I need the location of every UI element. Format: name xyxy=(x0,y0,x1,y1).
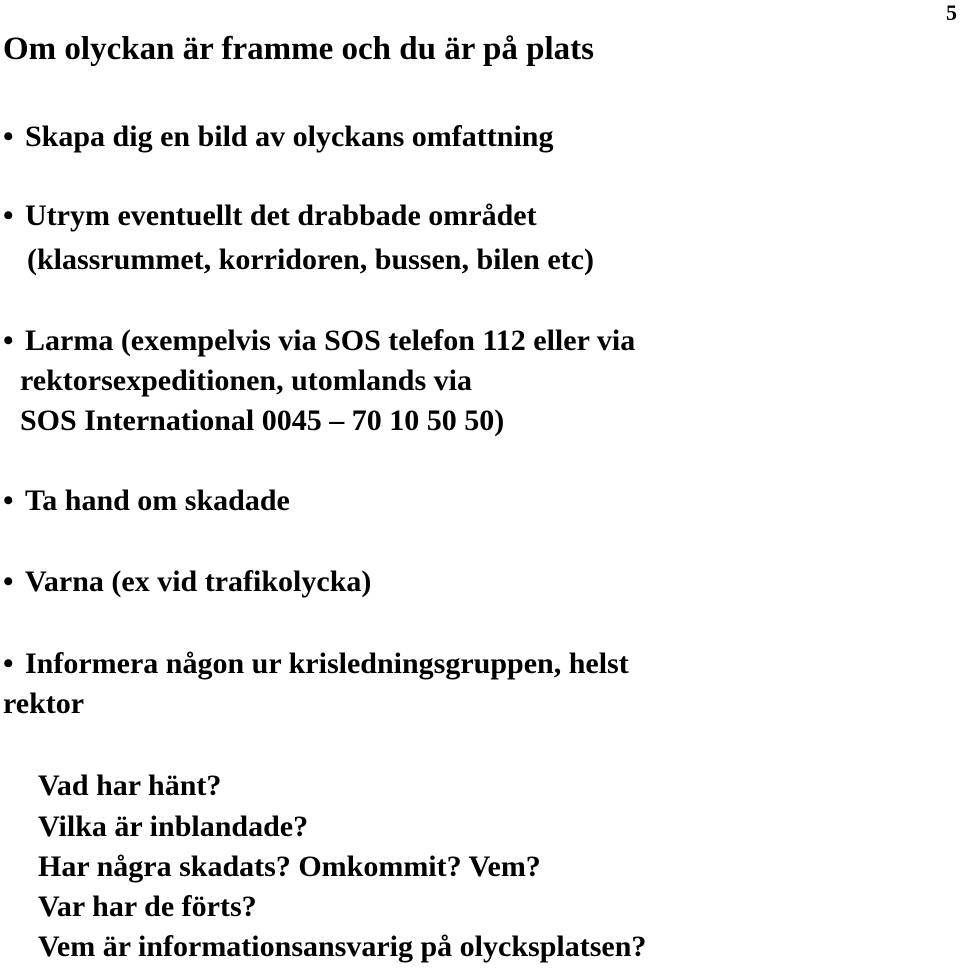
bullet-icon: • xyxy=(3,199,14,232)
question-line: Har några skadats? Omkommit? Vem? xyxy=(38,850,541,883)
bullet-text: Larma (exempelvis via SOS telefon 112 eller via xyxy=(25,324,636,357)
bullet-item xyxy=(3,118,553,156)
question-line: Vilka är inblandade? xyxy=(38,810,309,843)
bullet-icon: • xyxy=(3,647,14,680)
bullet-text: Informera någon ur krisledningsgruppen, helst xyxy=(25,647,629,680)
bullet-text-continuation: rektorsexpeditionen, utomlands via xyxy=(20,364,472,397)
bullet-text: Skapa dig en bild av olyckans omfattning xyxy=(25,120,554,153)
question-line: Vem är informationsansvarig på olycksplatsen? xyxy=(38,930,647,963)
question-line: Var har de förts? xyxy=(38,890,257,923)
bullet-icon: • xyxy=(3,120,14,153)
bullet-text: Varna (ex vid trafikolycka) xyxy=(25,565,372,598)
bullet-icon: • xyxy=(3,324,14,357)
bullet-text-continuation: SOS International 0045 – 70 10 50 50) xyxy=(20,404,505,437)
bullet-item xyxy=(3,482,290,520)
bullet-icon: • xyxy=(3,565,14,598)
bullet-text: Ta hand om skadade xyxy=(25,484,290,517)
bullet-item xyxy=(3,322,635,360)
page-title: Om olyckan är framme och du är på plats xyxy=(3,31,594,67)
page-number: 5 xyxy=(946,0,957,25)
bullet-item xyxy=(3,563,371,601)
bullet-text-continuation: (klassrummet, korridoren, bussen, bilen etc) xyxy=(27,243,594,276)
bullet-item xyxy=(3,197,537,235)
question-line: Vad har hänt? xyxy=(38,769,222,802)
bullet-item xyxy=(3,645,629,683)
bullet-text: Utrym eventuellt det drabbade området xyxy=(25,199,537,232)
bullet-icon: • xyxy=(3,484,14,517)
bullet-text-continuation: rektor xyxy=(3,687,85,720)
